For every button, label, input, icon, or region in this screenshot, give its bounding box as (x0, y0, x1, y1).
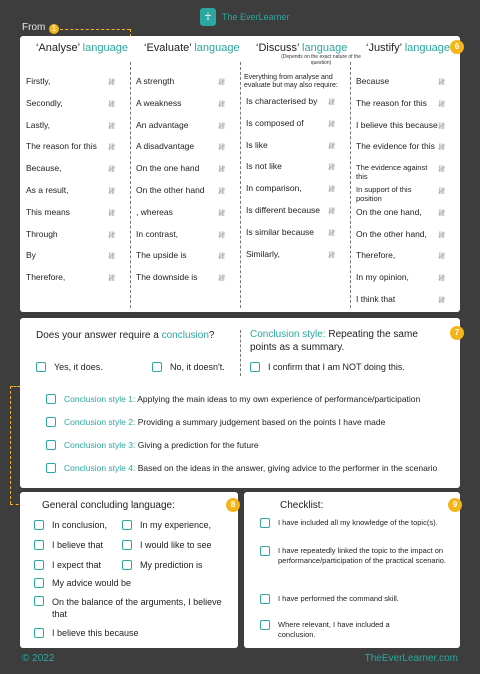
tally-icon: 𝍸 (108, 252, 115, 263)
style-4-label: Conclusion style 4: Based on the ideas in the answer, giving advice to the performer in the scenario (64, 463, 438, 473)
checklist-item: Where relevant, I have included a conclusion. (278, 620, 390, 639)
checklist-checkbox[interactable] (260, 518, 270, 528)
language-item: In comparison, (246, 183, 302, 194)
tally-icon: 𝍸 (328, 250, 335, 261)
confirm-checkbox[interactable] (250, 362, 260, 372)
concluding-checkbox[interactable] (34, 596, 44, 606)
tally-icon: 𝍸 (218, 99, 225, 110)
section-badge-6: 6 (450, 40, 464, 54)
language-item: I believe this because (356, 119, 438, 130)
tally-icon: 𝍸 (108, 121, 115, 132)
language-item: On the other hand, (356, 228, 427, 239)
concluding-checkbox[interactable] (34, 560, 44, 570)
tally-icon: 𝍸 (328, 207, 335, 217)
language-item: A disadvantage (136, 141, 195, 152)
tally-icon: 𝍸 (438, 121, 445, 132)
from-label: From (22, 22, 46, 33)
tally-icon: 𝍸 (438, 78, 445, 88)
tally-icon: 𝍸 (438, 143, 445, 154)
checklist-item: I have performed the command skill. (278, 594, 399, 603)
style-1-label: Conclusion style 1: Applying the main ideas to my own experience of performance/participation (64, 394, 421, 404)
language-item: As a result, (26, 185, 69, 195)
tally-icon: 𝍸 (328, 228, 335, 239)
tally-icon: 𝍸 (328, 163, 335, 174)
concluding-checkbox[interactable] (34, 578, 44, 588)
style-4-checkbox[interactable] (46, 463, 56, 473)
concluding-item: I expect that (52, 560, 102, 570)
concluding-item: I would like to see (140, 540, 212, 550)
checklist-checkbox[interactable] (260, 594, 270, 604)
tally-icon: 𝍸 (108, 208, 115, 219)
style-2-checkbox[interactable] (46, 417, 56, 427)
column-divider (130, 62, 131, 308)
language-item: Is like (246, 139, 268, 150)
from-connector (60, 29, 130, 30)
concluding-item: On the balance of the arguments, I believe that (52, 597, 222, 619)
language-item: In support of this position (356, 185, 412, 203)
language-item: , whereas (136, 206, 173, 217)
language-item: The upside is (136, 250, 187, 261)
confirm-label: I confirm that I am NOT doing this. (268, 362, 405, 372)
checklist-item: I have included all my knowledge of the topic(s). (278, 518, 438, 527)
no-checkbox[interactable] (152, 362, 162, 372)
tally-icon: 𝍸 (438, 274, 445, 285)
conclusion-question: Does your answer require a conclusion? (36, 330, 215, 341)
checklist-title: Checklist: (280, 500, 324, 511)
language-item: The reason for this (26, 141, 97, 152)
concluding-language-panel (20, 492, 238, 648)
analyse-heading: ‘Analyse’ language (36, 42, 128, 54)
language-item: Because (356, 76, 390, 86)
language-item: By (26, 250, 36, 261)
concluding-checkbox[interactable] (34, 520, 44, 530)
language-item: I think that (356, 294, 396, 304)
style-connector (10, 386, 11, 504)
language-item: This means (26, 206, 70, 217)
no-label: No, it doesn't. (170, 362, 225, 372)
checklist-panel (244, 492, 460, 648)
language-item: Therefore, (356, 250, 396, 261)
language-item: Because, (26, 163, 62, 174)
discuss-lead: Everything from analyse and evaluate but may also require: (244, 74, 338, 89)
tally-icon: 𝍸 (438, 252, 445, 263)
tally-icon: 𝍸 (108, 230, 115, 241)
section-badge-8: 8 (226, 498, 240, 512)
tally-icon: 𝍸 (218, 143, 225, 154)
tally-icon: 𝍸 (108, 274, 115, 285)
language-item: Is composed of (246, 117, 304, 128)
concluding-checkbox[interactable] (122, 520, 132, 530)
tally-icon: 𝍸 (218, 208, 225, 219)
language-item: Lastly, (26, 119, 50, 130)
section-badge-9: 9 (448, 498, 462, 512)
tally-icon: 𝍸 (108, 165, 115, 176)
language-item: Firstly, (26, 76, 51, 86)
language-item: Through (26, 228, 58, 239)
language-item: Is different because (246, 205, 321, 215)
concluding-checkbox[interactable] (122, 560, 132, 570)
style-connector-top (10, 386, 20, 387)
concluding-item: In my experience, (140, 520, 212, 530)
tally-icon: 𝍸 (218, 230, 225, 241)
language-item: On the one hand, (356, 206, 422, 217)
discuss-note: (Depends on the exact nature of the question) (281, 54, 361, 66)
column-divider (350, 62, 351, 308)
language-item: Is characterised by (246, 96, 318, 106)
tally-icon: 𝍸 (218, 121, 225, 132)
language-item: Secondly, (26, 97, 63, 108)
tally-icon: 𝍸 (218, 274, 225, 285)
tally-icon: 𝍸 (108, 143, 115, 154)
checklist-checkbox[interactable] (260, 620, 270, 630)
conclusion-panel (20, 318, 460, 488)
checklist-checkbox[interactable] (260, 546, 270, 556)
website-link[interactable]: TheEverLearner.com (364, 653, 458, 664)
language-item: In contrast, (136, 228, 179, 239)
tally-icon: 𝍸 (328, 185, 335, 196)
concluding-item: In conclusion, (52, 520, 108, 530)
section-badge-7: 7 (450, 326, 464, 340)
tally-icon: 𝍸 (108, 187, 115, 197)
style-3-checkbox[interactable] (46, 440, 56, 450)
tally-icon: 𝍸 (438, 230, 445, 241)
checklist-item: I have repeatedly linked the topic to the impact on performance/participation of the practical scenario. (278, 546, 447, 565)
conclusion-divider (240, 330, 241, 376)
concluding-title: General concluding language: (42, 500, 175, 511)
tally-icon: 𝍸 (438, 296, 445, 306)
brand-name: The EverLearner (222, 12, 290, 22)
tally-icon: 𝍸 (218, 187, 225, 197)
tally-icon: 𝍸 (108, 99, 115, 110)
style-2-label: Conclusion style 2: Providing a summary judgement based on the points I have made (64, 417, 386, 427)
concluding-item: My advice would be (52, 578, 132, 588)
style-1-checkbox[interactable] (46, 394, 56, 404)
tally-icon: 𝍸 (218, 78, 225, 88)
tally-icon: 𝍸 (328, 98, 335, 108)
language-item: An advantage (136, 119, 189, 130)
concluding-item: My prediction is (140, 560, 203, 570)
conclusion-style-title: Conclusion style: Repeating the same points as a summary. (250, 329, 418, 353)
concluding-item: I believe that (52, 540, 104, 550)
language-item: Therefore, (26, 272, 66, 283)
column-divider (240, 62, 241, 308)
logo-icon: ☥ (200, 8, 216, 26)
tally-icon: 𝍸 (438, 208, 445, 219)
tally-icon: 𝍸 (438, 165, 445, 176)
language-panel (20, 36, 460, 312)
yes-checkbox[interactable] (36, 362, 46, 372)
language-item: The evidence for this (356, 141, 435, 152)
language-item: Similarly, (246, 248, 280, 259)
brand-logo (200, 6, 290, 28)
style-3-label: Conclusion style 3: Giving a prediction for the future (64, 440, 259, 450)
language-item: On the other hand (136, 185, 205, 195)
tally-icon: 𝍸 (108, 78, 115, 88)
tally-icon: 𝍸 (328, 141, 335, 152)
tally-icon: 𝍸 (218, 165, 225, 176)
language-item: Is not like (246, 161, 282, 172)
yes-label: Yes, it does. (54, 362, 103, 372)
language-item: Is similar because (246, 226, 315, 237)
concluding-checkbox[interactable] (122, 540, 132, 550)
concluding-item: I believe this because (52, 628, 139, 638)
discuss-heading: ‘Discuss’ language (256, 42, 348, 54)
language-item: On the one hand (136, 163, 200, 174)
tally-icon: 𝍸 (438, 187, 445, 197)
language-item: In my opinion, (356, 272, 409, 283)
language-item: A strength (136, 76, 175, 86)
from-badge: 1 (49, 24, 59, 34)
copyright: © 2022 (22, 653, 55, 664)
language-item: The evidence against this (356, 163, 428, 182)
justify-heading: ‘Justify’ language (366, 42, 450, 54)
tally-icon: 𝍸 (328, 119, 335, 130)
language-item: A weakness (136, 97, 182, 108)
evaluate-heading: ‘Evaluate’ language (144, 42, 240, 54)
language-item: The downside is (136, 272, 198, 283)
tally-icon: 𝍸 (218, 252, 225, 263)
concluding-checkbox[interactable] (34, 540, 44, 550)
concluding-checkbox[interactable] (34, 628, 44, 638)
language-item: The reason for this (356, 97, 427, 108)
tally-icon: 𝍸 (438, 99, 445, 110)
